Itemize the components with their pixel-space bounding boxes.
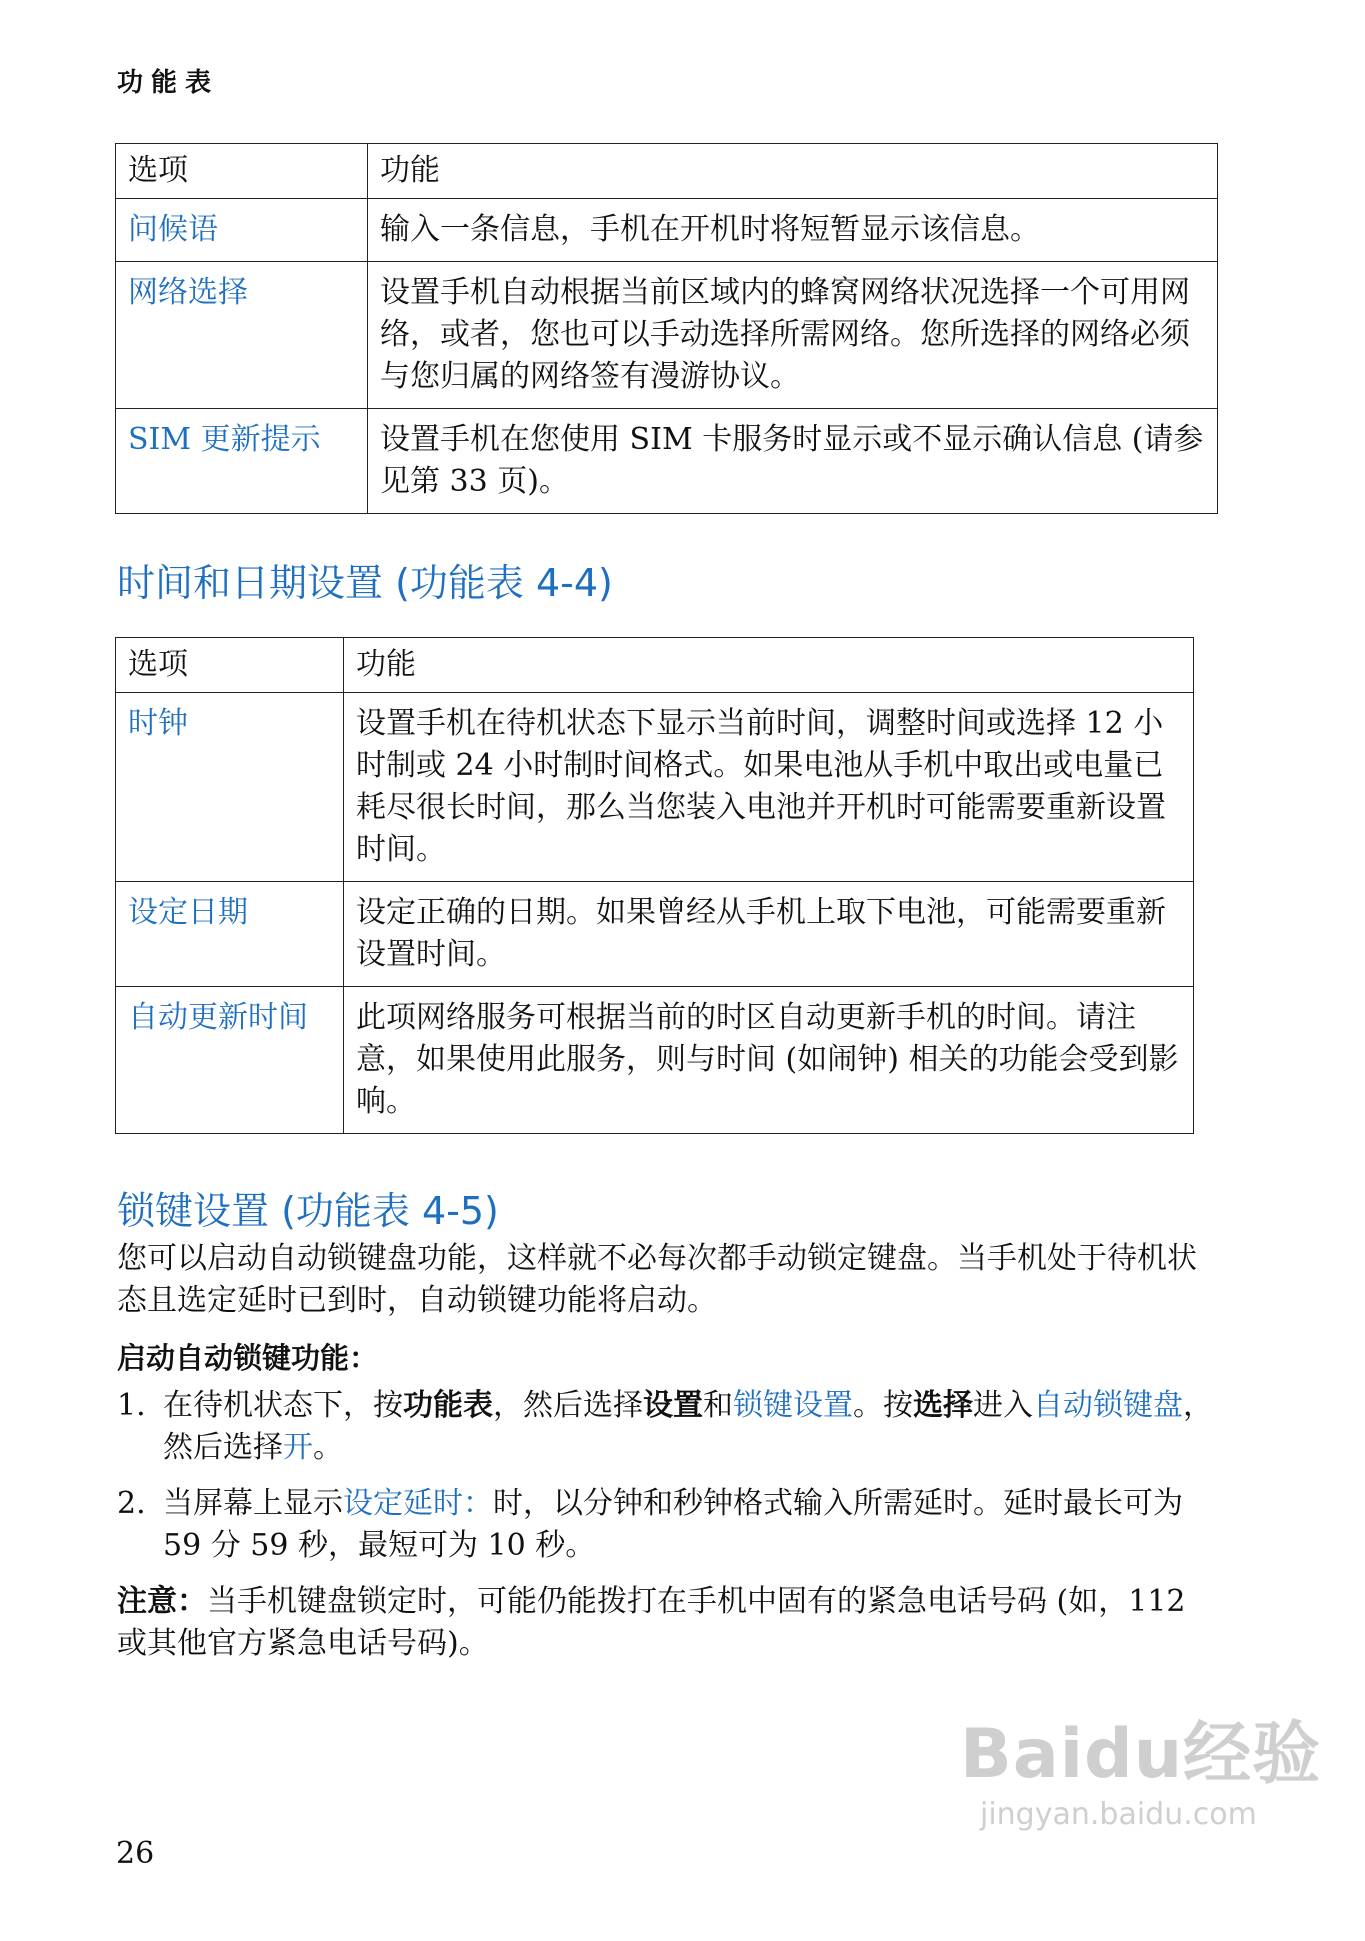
table-row [116, 882, 1194, 987]
option-cell: 自动更新时间 [116, 987, 344, 1134]
page-number: 26 [116, 1836, 155, 1871]
option-cell: SIM 更新提示 [116, 409, 368, 514]
settings-table-2 [115, 637, 1194, 1134]
on-option-link: 开 [283, 1430, 313, 1465]
table-row [116, 693, 1194, 882]
menu-key-label: 功能表 [403, 1388, 493, 1423]
section-title-time-date: 时间和日期设置 (功能表 4-4) [117, 561, 613, 605]
table-header-row [116, 638, 1194, 693]
step-text-part: ，然后选择 [493, 1388, 643, 1423]
column-header-option: 选项 [116, 638, 344, 693]
note-paragraph [117, 1581, 1217, 1665]
option-cell: 问候语 [116, 199, 368, 262]
function-cell: 设置手机在待机状态下显示当前时间，调整时间或选择 12 小时制或 24 小时制时间格式。如果电池从手机中取出或电量已耗尽很长时间，那么当您装入电池并开机时可能需要重新设置时间。 [344, 693, 1194, 882]
column-header-function: 功能 [344, 638, 1194, 693]
function-cell: 设置手机自动根据当前区域内的蜂窝网络状况选择一个可用网络，或者，您也可以手动选择所需网络。您所选择的网络必须与您归属的网络签有漫游协议。 [368, 262, 1218, 409]
column-header-option: 选项 [116, 144, 368, 199]
step-text-part: 在待机状态下，按 [163, 1388, 403, 1423]
table-row [116, 199, 1218, 262]
settings-label: 设置 [643, 1388, 703, 1423]
step-2 [117, 1483, 1217, 1567]
step-text-part: 和 [703, 1388, 733, 1423]
select-key-label: 选择 [913, 1388, 973, 1423]
running-header: 功能表 [117, 68, 220, 98]
table-header-row [116, 144, 1218, 199]
step-number: 1. [117, 1388, 146, 1423]
auto-keylock-link: 自动锁键盘 [1033, 1388, 1183, 1423]
table-row [116, 409, 1218, 514]
step-number: 2. [117, 1486, 146, 1521]
table-row [116, 987, 1194, 1134]
table-row [116, 262, 1218, 409]
option-cell: 设定日期 [116, 882, 344, 987]
section-title-keylock: 锁键设置 (功能表 4-5) [117, 1189, 499, 1233]
set-delay-link: 设定延时： [343, 1486, 493, 1521]
step-text [163, 1483, 1217, 1567]
step-text-part: 时，以分钟和秒钟格式输入所需延时。延时最长可为 59 分 59 秒，最短可为 10 秒。 [163, 1486, 1183, 1563]
step-text-part: 。 [313, 1430, 343, 1465]
step-text-part: ，然后选择 [163, 1388, 1213, 1465]
function-cell: 此项网络服务可根据当前的时区自动更新手机的时间。请注意，如果使用此服务，则与时间 (如闹钟) 相关的功能会受到影响。 [344, 987, 1194, 1134]
step-1 [117, 1385, 1217, 1469]
procedure-subheading: 启动自动锁键功能： [117, 1341, 379, 1375]
baidu-watermark [960, 1700, 1321, 1832]
note-label: 注意： [117, 1584, 207, 1619]
note-text: 当手机键盘锁定时，可能仍能拨打在手机中固有的紧急电话号码 (如，112 或其他官方紧急电话号码)。 [117, 1584, 1186, 1661]
settings-table-1 [115, 143, 1218, 514]
step-text-part: 进入 [973, 1388, 1033, 1423]
option-cell: 网络选择 [116, 262, 368, 409]
step-text-part: 。按 [853, 1388, 913, 1423]
step-text-part: 当屏幕上显示 [163, 1486, 343, 1521]
option-cell: 时钟 [116, 693, 344, 882]
column-header-function: 功能 [368, 144, 1218, 199]
watermark-sub: jingyan.baidu.com [980, 1797, 1257, 1832]
function-cell: 输入一条信息，手机在开机时将短暂显示该信息。 [368, 199, 1218, 262]
step-text [163, 1385, 1217, 1469]
keylock-settings-link: 锁键设置 [733, 1388, 853, 1423]
watermark-main: Baidu经验 [960, 1715, 1322, 1794]
intro-paragraph: 您可以启动自动锁键盘功能，这样就不必每次都手动锁定键盘。当手机处于待机状态且选定延时已到时，自动锁键功能将启动。 [117, 1241, 1197, 1318]
function-cell: 设置手机在您使用 SIM 卡服务时显示或不显示确认信息 (请参见第 33 页)。 [368, 409, 1218, 514]
function-cell: 设定正确的日期。如果曾经从手机上取下电池，可能需要重新设置时间。 [344, 882, 1194, 987]
